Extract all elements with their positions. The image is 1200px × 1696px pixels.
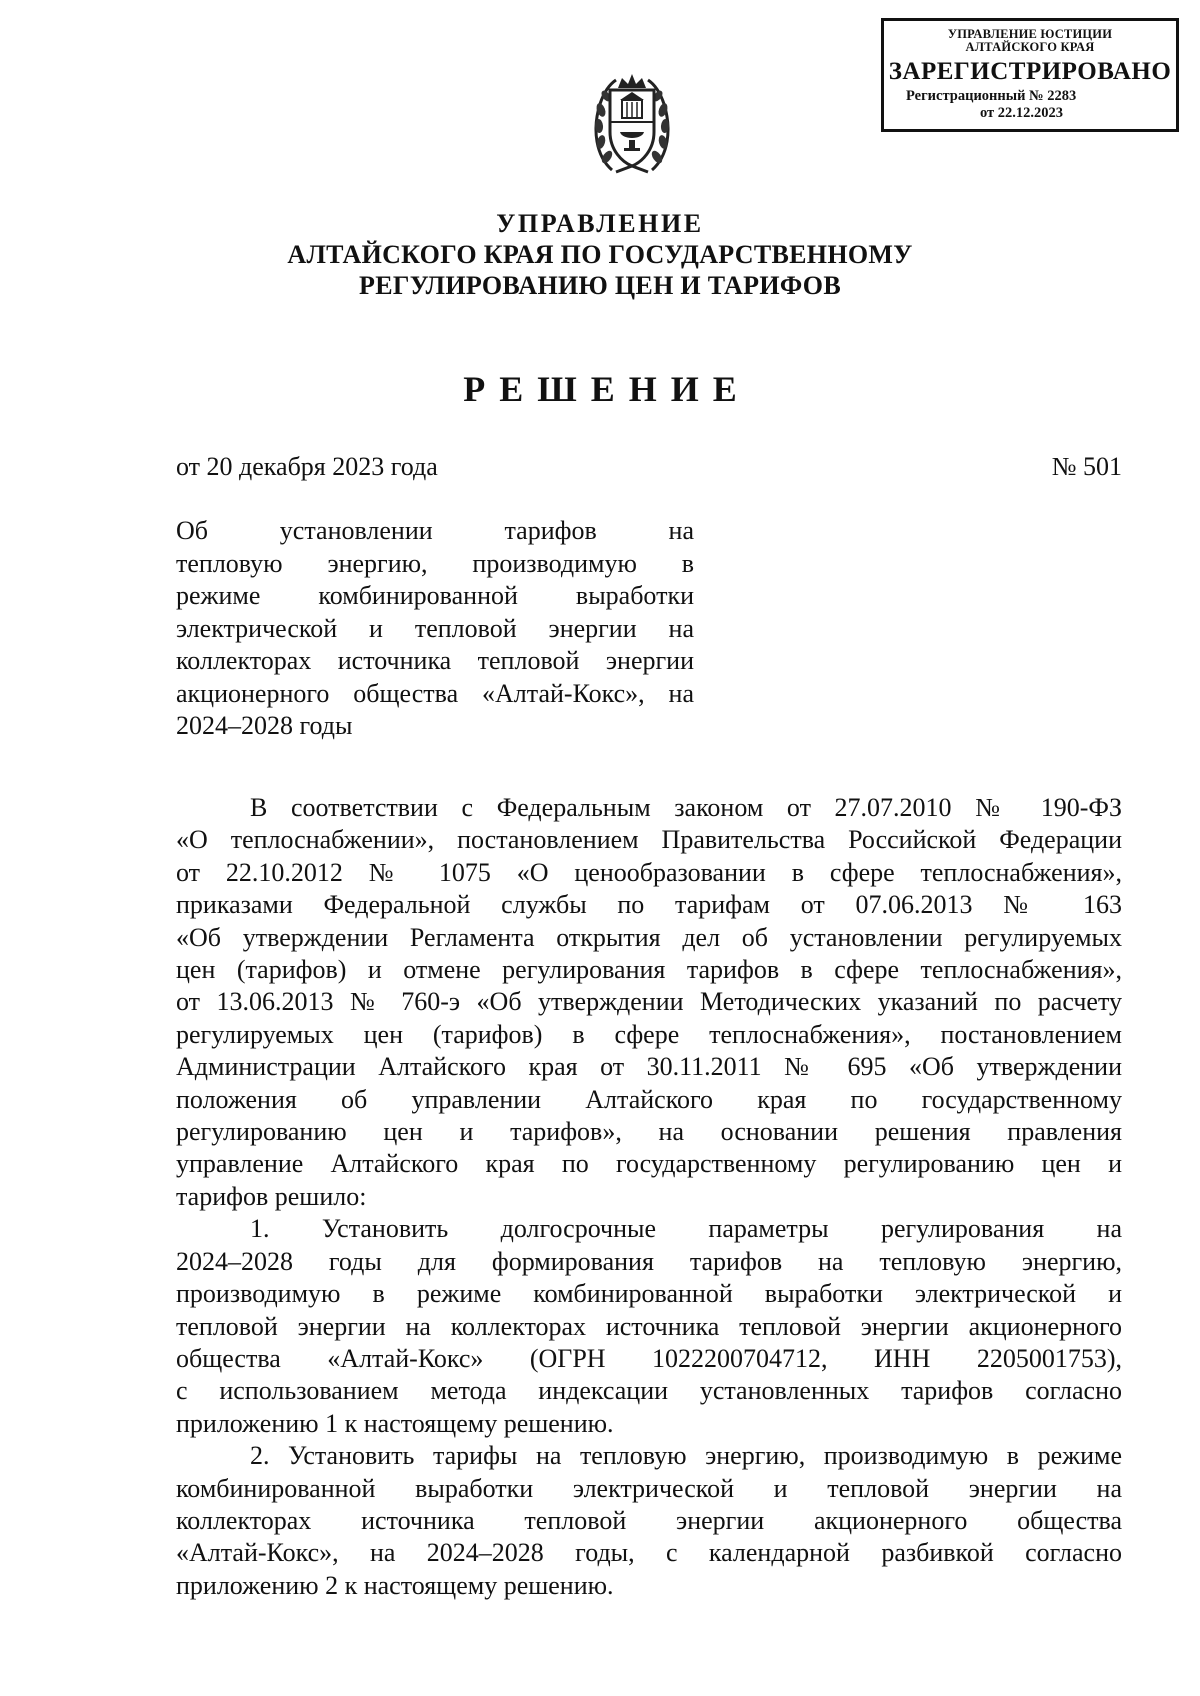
stamp-status: ЗАРЕГИСТРИРОВАНО xyxy=(888,58,1172,85)
document-body xyxy=(176,792,1122,1602)
body-line: 1. Установить долгосрочные параметры регулирования на xyxy=(250,1214,1122,1244)
stamp-reg-date: от 22.12.2023 xyxy=(980,105,1064,121)
body-line: цен (тарифов) и отмене регулирования тарифов в сфере теплоснабжения», xyxy=(176,955,1122,985)
document-number: № 501 xyxy=(1051,452,1122,481)
body-line: производимую в режиме комбинированной выработки электрической и xyxy=(176,1279,1122,1309)
body-line: приложению 2 к настоящему решению. xyxy=(176,1570,614,1600)
authority-line: УПРАВЛЕНИЕ xyxy=(496,209,704,238)
document-date: от 20 декабря 2023 года xyxy=(176,452,438,481)
body-line: 2. Установить тарифы на тепловую энергию, производимую в режиме xyxy=(250,1441,1122,1471)
body-line: от 22.10.2012 № 1075 «О ценообразовании в сфере теплоснабжения», xyxy=(176,857,1122,887)
issuing-authority xyxy=(0,208,1200,301)
stamp-authority-line-1: УПРАВЛЕНИЕ ЮСТИЦИИ xyxy=(947,27,1113,41)
body-line: В соответствии с Федеральным законом от 27.07.2010 № 190-ФЗ xyxy=(250,793,1122,822)
body-line: регулируемых цен (тарифов) в сфере теплоснабжения», постановлением xyxy=(176,1019,1122,1049)
authority-line: РЕГУЛИРОВАНИЮ ЦЕН И ТАРИФОВ xyxy=(359,271,841,300)
subject-line: 2024–2028 годы xyxy=(176,711,353,740)
body-line: приказами Федеральной службы по тарифам от 07.06.2013 № 163 xyxy=(176,890,1122,920)
document-subject xyxy=(176,515,694,743)
body-line: общества «Алтай-Кокс» (ОГРН 1022200704712, ИНН 2205001753), xyxy=(176,1343,1122,1373)
body-line: «Об утверждении Регламента открытия дел об установлении регулируемых xyxy=(176,922,1122,952)
subject-line: Об установлении тарифов на xyxy=(176,516,694,545)
body-line: «Алтай-Кокс», на 2024–2028 годы, с календарной разбивкой согласно xyxy=(176,1538,1122,1568)
subject-line: акционерного общества «Алтай-Кокс», на xyxy=(176,678,694,708)
body-line: регулированию цен и тарифов», на основании решения правления xyxy=(176,1117,1122,1147)
date-number-line xyxy=(176,450,1122,484)
body-line: комбинированной выработки электрической и тепловой энергии на xyxy=(176,1473,1122,1503)
altai-krai-coat-of-arms-icon xyxy=(592,70,672,182)
body-line: коллекторах источника тепловой энергии акционерного общества xyxy=(176,1505,1122,1535)
body-line: управление Алтайского края по государственному регулированию цен и xyxy=(176,1149,1122,1179)
stamp-authority-line-2: АЛТАЙСКОГО КРАЯ xyxy=(965,40,1095,54)
subject-line: коллекторах источника тепловой энергии xyxy=(176,646,694,675)
body-line: «О теплоснабжении», постановлением Правительства Российской Федерации xyxy=(176,825,1122,855)
body-line: тарифов решило: xyxy=(176,1181,367,1211)
body-line: тепловой энергии на коллекторах источника тепловой энергии акционерного xyxy=(176,1311,1122,1341)
body-line: 2024–2028 годы для формирования тарифов на тепловую энергию, xyxy=(176,1246,1122,1276)
body-line: положения об управлении Алтайского края по государственному xyxy=(176,1084,1122,1114)
stamp-reg-number: Регистрационный № 2283 xyxy=(906,88,1077,104)
body-line: Администрации Алтайского края от 30.11.2011 № 695 «Об утверждении xyxy=(176,1052,1122,1082)
body-line: от 13.06.2013 № 760-э «Об утверждении Методических указаний по расчету xyxy=(176,987,1122,1017)
registration-stamp xyxy=(881,18,1179,132)
document-type-title: РЕШЕНИЕ xyxy=(463,369,751,409)
subject-line: электрической и тепловой энергии на xyxy=(176,613,694,643)
subject-line: тепловую энергию, производимую в xyxy=(176,548,694,578)
body-line: с использованием метода индексации установленных тарифов согласно xyxy=(176,1376,1122,1406)
subject-line: режиме комбинированной выработки xyxy=(176,581,694,610)
body-line: приложению 1 к настоящему решению. xyxy=(176,1408,614,1438)
authority-line: АЛТАЙСКОГО КРАЯ ПО ГОСУДАРСТВЕННОМУ xyxy=(287,240,913,269)
